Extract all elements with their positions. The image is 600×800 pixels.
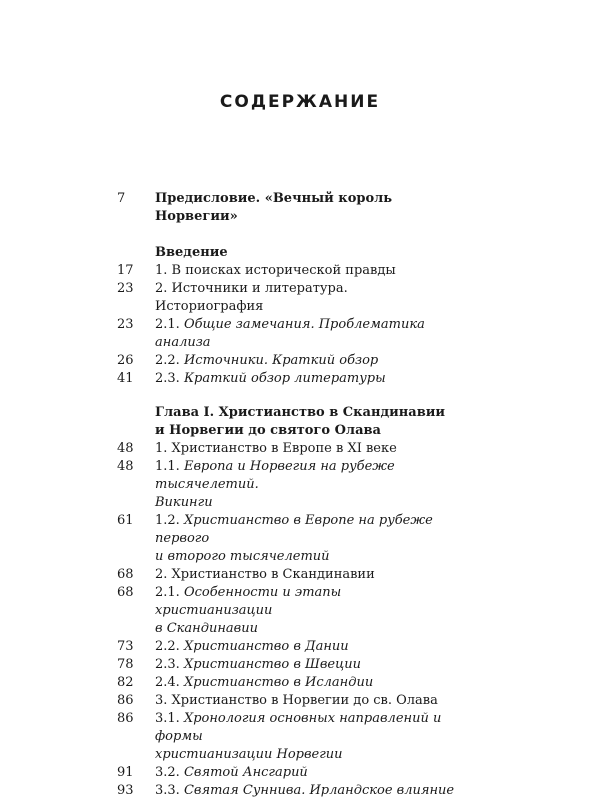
chapter-heading-line2: и Норвегии до святого Олава <box>155 423 381 438</box>
entry-title <box>155 352 457 370</box>
page-number: 91 <box>117 765 134 780</box>
toc-entry[interactable] <box>117 656 457 674</box>
entry-text-continued: христианизации Норвегии <box>155 747 343 762</box>
entry-title <box>155 262 457 280</box>
page-number: 41 <box>117 371 134 386</box>
toc-entry[interactable] <box>117 692 457 710</box>
entry-text-continued: и второго тысячелетий <box>155 549 330 564</box>
entry-title <box>155 656 457 674</box>
entry-number: 2.4. <box>155 675 180 690</box>
toc-entry[interactable] <box>117 512 457 566</box>
entry-text: Европа и Норвегия на рубеже тысячелетий. <box>155 459 395 492</box>
entry-text: Общие замечания. Проблематика анализа <box>155 317 425 350</box>
table-of-contents <box>117 190 457 800</box>
toc-entry[interactable] <box>117 352 457 370</box>
section-heading: Введение <box>155 245 228 260</box>
entry-number: 2.1. <box>155 585 180 600</box>
page-number: 73 <box>117 639 134 654</box>
entry-number: 2.1. <box>155 317 180 332</box>
entry-title <box>155 316 457 352</box>
entry-text: В поисках исторической правды <box>171 263 396 278</box>
page-number: 68 <box>117 567 134 582</box>
entry-title <box>155 674 457 692</box>
entry-title <box>155 638 457 656</box>
entry-number: 1. <box>155 263 168 278</box>
entry-number: 3.1. <box>155 711 180 726</box>
entry-number: 3. <box>155 693 168 708</box>
entry-title <box>155 710 457 764</box>
page-number: 61 <box>117 513 134 528</box>
entry-number: 2.2. <box>155 639 180 654</box>
page-number: 23 <box>117 281 134 296</box>
toc-entry[interactable] <box>117 440 457 458</box>
page-number: 86 <box>117 711 134 726</box>
entry-text: Краткий обзор литературы <box>183 371 386 386</box>
entry-text: Христианство в Норвегии до св. Олава <box>171 693 438 708</box>
entry-title <box>155 566 457 584</box>
toc-entry[interactable] <box>117 782 457 800</box>
toc-entry[interactable] <box>117 584 457 638</box>
entry-number: 2. <box>155 281 168 296</box>
entry-text: Особенности и этапы христианизации <box>155 585 342 618</box>
entry-text: Христианство в Скандинавии <box>171 567 375 582</box>
entry-text-continued: в Скандинавии <box>155 621 258 636</box>
toc-entry[interactable] <box>117 764 457 782</box>
entry-text: Христианство в Исландии <box>183 675 374 690</box>
toc-entry[interactable] <box>117 638 457 656</box>
entry-number: 3.2. <box>155 765 180 780</box>
entry-text: Христианство в Дании <box>183 639 349 654</box>
entry-number: 1.1. <box>155 459 180 474</box>
page-number: 48 <box>117 441 134 456</box>
entry-text: Христианство в Европе в XI веке <box>171 441 397 456</box>
chapter-heading <box>155 404 457 440</box>
chapter-heading-line1: Глава I. Христианство в Скандинавии <box>155 405 446 420</box>
entry-title <box>155 280 457 316</box>
page-number: 48 <box>117 459 134 474</box>
page-number: 93 <box>117 783 134 798</box>
entry-title <box>155 512 457 566</box>
section-heading-intro <box>117 244 457 262</box>
entry-text: Святая Суннива. Ирландское влияние <box>183 783 455 798</box>
page-number: 23 <box>117 317 134 332</box>
chapter-heading-1 <box>117 404 457 440</box>
entry-number: 1.2. <box>155 513 180 528</box>
entry-title <box>155 692 457 710</box>
entry-number: 2.3. <box>155 371 180 386</box>
entry-title <box>155 370 457 388</box>
entry-text: Христианство в Швеции <box>183 657 361 672</box>
toc-entry[interactable] <box>117 316 457 352</box>
entry-text: Хронология основных направлений и формы <box>155 711 442 744</box>
page-number: 86 <box>117 693 134 708</box>
chapter1-list <box>117 440 457 800</box>
entry-text: Источники и литература. Историография <box>155 281 348 314</box>
toc-entry[interactable] <box>117 674 457 692</box>
entry-number: 2. <box>155 567 168 582</box>
toc-entry[interactable] <box>117 370 457 388</box>
intro-list <box>117 262 457 388</box>
entry-title <box>155 764 457 782</box>
toc-entry[interactable] <box>117 566 457 584</box>
toc-entry[interactable] <box>117 710 457 764</box>
entry-text-continued: Викинги <box>155 495 213 510</box>
toc-entry-preface[interactable] <box>117 190 457 226</box>
page-title: СОДЕРЖАНИЕ <box>219 92 381 112</box>
page-number: 17 <box>117 263 134 278</box>
entry-text: Христианство в Европе на рубеже первого <box>155 513 433 546</box>
entry-title <box>155 584 457 638</box>
page-number: 78 <box>117 657 134 672</box>
entry-title: Предисловие. «Вечный король Норвегии» <box>155 191 393 224</box>
entry-number: 1. <box>155 441 168 456</box>
toc-entry[interactable] <box>117 262 457 280</box>
entry-text: Святой Ансгарий <box>183 765 308 780</box>
entry-text: Источники. Краткий обзор <box>183 353 379 368</box>
entry-number: 2.3. <box>155 657 180 672</box>
toc-entry[interactable] <box>117 458 457 512</box>
page-number: 68 <box>117 585 134 600</box>
page-number: 82 <box>117 675 134 690</box>
page-number: 26 <box>117 353 134 368</box>
entry-title <box>155 440 457 458</box>
page-number: 7 <box>117 191 126 206</box>
entry-title <box>155 782 457 800</box>
entry-number: 2.2. <box>155 353 180 368</box>
entry-title <box>155 458 457 512</box>
toc-entry[interactable] <box>117 280 457 316</box>
entry-number: 3.3. <box>155 783 180 798</box>
